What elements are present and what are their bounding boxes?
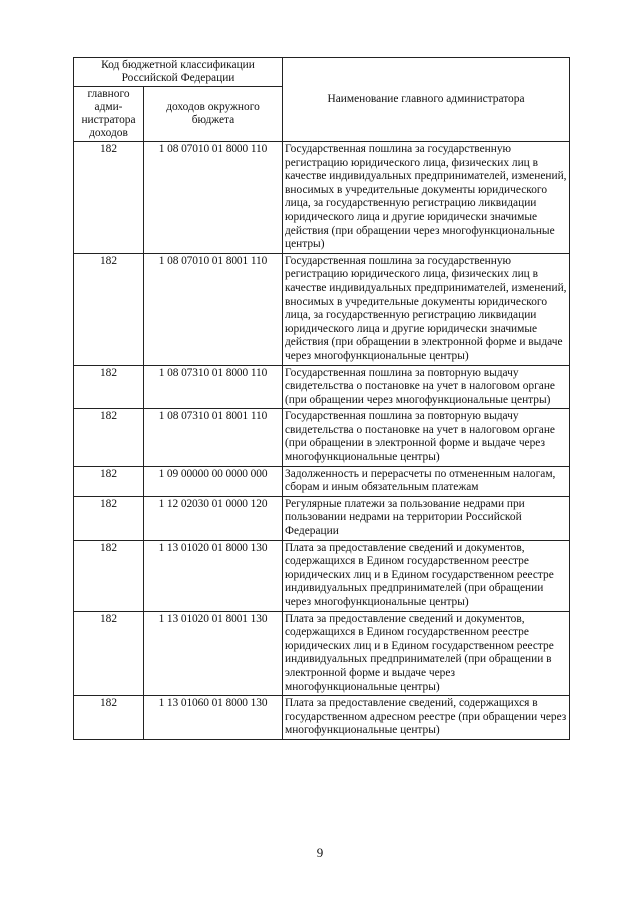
table-row xyxy=(74,253,570,365)
income-name-cell: Задолженность и перерасчеты по отмененным налогам, сборам и иным обязательным платежам xyxy=(283,466,570,496)
income-code-cell: 1 08 07010 01 8001 110 xyxy=(144,253,283,365)
header-main-administrator: главного адми-нистратора доходов xyxy=(74,87,144,142)
table-body xyxy=(74,142,570,740)
page-number: 9 xyxy=(316,845,324,860)
income-code-cell: 1 08 07310 01 8001 110 xyxy=(144,409,283,466)
table-row xyxy=(74,611,570,696)
income-name-cell: Плата за предоставление сведений, содержащихся в государственном адресном реестре (при обращении через многофункциональные центры) xyxy=(283,696,570,740)
administrator-code-cell: 182 xyxy=(74,466,144,496)
income-name-cell: Государственная пошлина за повторную выдачу свидетельства о постановке на учет в налоговом органе (при обращении в электронной форме и выдаче через многофункциональные центры) xyxy=(283,409,570,466)
administrator-code-cell: 182 xyxy=(74,409,144,466)
income-name-cell: Плата за предоставление сведений и документов, содержащихся в Едином государственном реестре юридических лиц и в Едином государственном реестре индивидуальных предпринимателей (при обращении в электронной форме и выдаче через многофункциональные центры) xyxy=(283,611,570,696)
administrator-code-cell: 182 xyxy=(74,496,144,540)
budget-classification-table xyxy=(73,57,570,740)
table-row xyxy=(74,365,570,409)
table-header-row xyxy=(74,58,570,87)
header-district-budget-income: доходов окружного бюджета xyxy=(144,87,283,142)
income-code-cell: 1 09 00000 00 0000 000 xyxy=(144,466,283,496)
header-administrator-name: Наименование главного администратора xyxy=(283,58,570,142)
administrator-code-cell: 182 xyxy=(74,142,144,254)
administrator-code-cell: 182 xyxy=(74,611,144,696)
income-code-cell: 1 12 02030 01 0000 120 xyxy=(144,496,283,540)
administrator-code-cell: 182 xyxy=(74,696,144,740)
administrator-code-cell: 182 xyxy=(74,365,144,409)
income-code-cell: 1 13 01020 01 8001 130 xyxy=(144,611,283,696)
table-row xyxy=(74,466,570,496)
table-row xyxy=(74,696,570,740)
income-code-cell: 1 08 07010 01 8000 110 xyxy=(144,142,283,254)
income-name-cell: Регулярные платежи за пользование недрами при пользовании недрами на территории Российской Федерации xyxy=(283,496,570,540)
administrator-code-cell: 182 xyxy=(74,540,144,611)
income-name-cell: Государственная пошлина за повторную выдачу свидетельства о постановке на учет в налоговом органе (при обращении через многофункциональные центры) xyxy=(283,365,570,409)
income-name-cell: Государственная пошлина за государственную регистрацию юридического лица, физических лиц в качестве индивидуальных предпринимателей, изменений, вносимых в учредительные документы юридического лица, за государственную регистрацию ликвидации юридического лица и другие юридически значимые действия (при обращении через многофункциональные центры) xyxy=(283,142,570,254)
income-code-cell: 1 13 01060 01 8000 130 xyxy=(144,696,283,740)
administrator-code-cell: 182 xyxy=(74,253,144,365)
table-row xyxy=(74,496,570,540)
header-budget-code-group: Код бюджетной классификации Российской Федерации xyxy=(74,58,283,87)
income-name-cell: Государственная пошлина за государственную регистрацию юридического лица, физических лиц в качестве индивидуальных предпринимателей, изменений, вносимых в учредительные документы юридического лица, за государственную регистрацию ликвидации юридического лица и другие юридически значимые действия (при обращении в электронной форме и выдаче через многофункциональные центры) xyxy=(283,253,570,365)
table-row xyxy=(74,540,570,611)
income-name-cell: Плата за предоставление сведений и документов, содержащихся в Едином государственном реестре юридических лиц и в Едином государственном реестре индивидуальных предпринимателей (при обращении через многофункциональные центры) xyxy=(283,540,570,611)
table-row xyxy=(74,409,570,466)
income-code-cell: 1 08 07310 01 8000 110 xyxy=(144,365,283,409)
income-code-cell: 1 13 01020 01 8000 130 xyxy=(144,540,283,611)
table-row xyxy=(74,142,570,254)
